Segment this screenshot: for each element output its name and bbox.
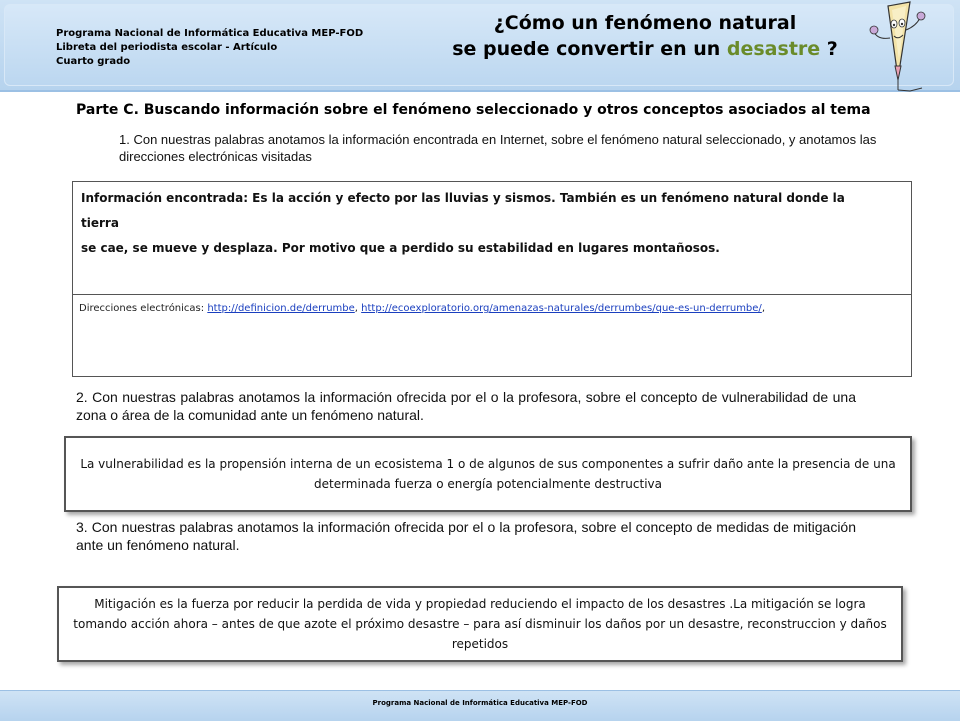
title-line2 <box>420 36 870 62</box>
notebook-name: Libreta del periodista escolar - Artículo <box>56 42 278 53</box>
program-name: Programa Nacional de Informática Educativa MEP-FOD <box>56 28 364 39</box>
title-highlight: desastre <box>726 38 821 60</box>
link-ecoexploratorio[interactable]: http://ecoexploratorio.org/amenazas-naturales/derrumbes/que-es-un-derrumbe/ <box>361 303 762 314</box>
info-line-2: se cae, se mueve y desplaza. Por motivo que a perdido su estabilidad en lugares montañosos. <box>81 241 720 255</box>
info-row <box>73 182 911 295</box>
page-title <box>420 10 870 62</box>
title-line1: ¿Cómo un fenómeno natural <box>493 12 797 34</box>
addresses-row <box>79 303 909 314</box>
link-separator: , <box>354 303 362 314</box>
question-3: 3. Con nuestras palabras anotamos la información ofrecida por el o la profesora, sobre el concepto de medidas de mitigación ante un fenómeno natural. <box>76 519 856 553</box>
section-title: Parte C. Buscando información sobre el fenómeno seleccionado y otros conceptos asociados al tema <box>76 102 871 118</box>
info-line-1: Información encontrada: Es la acción y efecto por las lluvias y sismos. También es un fenómeno natural donde la tierra <box>81 191 845 230</box>
answer-2-text: La vulnerabilidad es la propensión interna de un ecosistema 1 o de algunos de sus componentes a sufrir daño ante la presencia de una determinada fuerza o energía potencialmente destructiva <box>80 457 896 491</box>
header-band <box>0 0 960 92</box>
answer-3-text: Mitigación es la fuerza por reducir la perdida de vida y propiedad reduciendo el impacto de los desastres .La mitigación se logra tomando acción ahora – antes de que azote el próximo desastre – para así disminuir los daños por un desastre, reconstruccion y daños repetidos <box>73 597 887 651</box>
answer-3-box <box>57 586 903 662</box>
program-info <box>56 27 363 69</box>
addresses-trailing: , <box>761 303 765 314</box>
instruction-1: 1. Con nuestras palabras anotamos la información encontrada en Internet, sobre el fenómeno natural seleccionado, y anotamos las direcciones electrónicas visitadas <box>119 132 877 164</box>
footer-band <box>0 690 960 721</box>
pencil-mascot-icon <box>868 0 958 92</box>
addresses-label: Direcciones electrónicas: <box>79 303 208 314</box>
answer-2-box <box>64 436 912 512</box>
info-table <box>72 181 912 377</box>
question-2: 2. Con nuestras palabras anotamos la información ofrecida por el o la profesora, sobre el concepto de vulnerabilidad de una zona o área de la comunidad ante un fenómeno natural. <box>76 389 856 423</box>
grade-label: Cuarto grado <box>56 56 131 67</box>
link-definicion[interactable]: http://definicion.de/derrumbe <box>207 303 355 314</box>
footer-text: Programa Nacional de Informática Educativa MEP-FOD <box>372 699 588 707</box>
info-found-text <box>81 186 871 261</box>
title-line2-suffix: ? <box>820 38 838 60</box>
title-line2-prefix: se puede convertir en un <box>452 38 727 60</box>
